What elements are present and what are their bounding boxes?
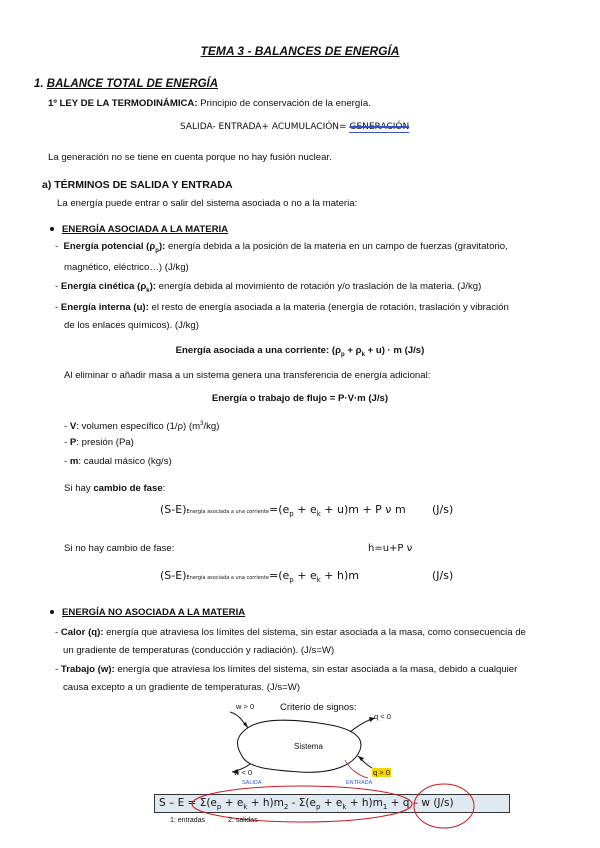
phase-change-line: Si hay cambio de fase: [64,483,166,494]
subsection-a-title: a) TÉRMINOS DE SALIDA Y ENTRADA [42,179,233,191]
phase-equation: (S-E)Energía asociada a una $corriente=(e_p + e_k + u)m + P$ ν m [160,503,406,519]
main-equation-struck: GENERACIÓN [349,122,410,132]
potential-text: energía debida a la posición de la materia en un campo de fuerzas (gravitatorio, [165,241,508,252]
kinetic-text: energía debida al movimiento de rotación y/o traslación de la materia. (J/kg) [156,281,482,292]
work-line2: causa excepto a un gradiente de temperaturas. (J/s=W) [63,682,301,693]
def-mass-flow: - m: caudal másico (kg/s) [64,456,172,467]
first-law-line [48,97,371,110]
no-phase-equation: (S-E)Energía asociada a una $corriente=(e_p + e_k + h)m$ [160,569,359,585]
page-title: TEMA 3 - BALANCES DE ENERGÍA [200,44,400,58]
internal-energy-line: - Energía interna (u): el resto de energía asociada a la materia (energía de rotación, traslación y vibración [55,302,509,313]
phase-equation-units: (J/s) [432,503,454,516]
non-associated-heading [50,606,245,619]
label-entrada: ENTRADA [346,780,373,786]
section-number: 1. [34,78,44,90]
sign-criteria-diagram [150,698,460,794]
first-law-label: 1º LEY DE LA TERMODINÁMICA: [48,98,198,109]
label-q-negative: q < 0 [374,712,391,721]
work-line: - Trabajo (w): energía que atraviesa los límites del sistema, sin estar asociada a la masa, debido a cualquier [55,664,518,675]
label-salida: SALIDA [242,780,262,786]
section-heading [34,78,218,90]
red-circle-annotations [190,782,480,832]
internal-label: Energía interna (u): [60,302,149,313]
def-volume: - V: volumen específico (1/ρ) $(m^3/kg)$ [64,421,220,433]
arrow-head [358,756,364,761]
balance-note-inputs: 1: entradas [170,817,206,824]
heat-line: - Calor (q): energía que atraviesa los límites del sistema, sin estar asociada a la masa, como consecuencia de [55,627,526,638]
bullet-icon [50,610,54,614]
main-equation-lhs: SALIDA- ENTRADA+ ACUMULACIÓN= [180,122,347,132]
associated-heading-text: ENERGÍA ASOCIADA A LA MATERIA [62,224,229,235]
diagram-system-label: Sistema [294,742,323,751]
internal-text: el resto de energía asociada a la materia (energía de rotación, traslación y vibración [148,302,509,313]
adding-mass-text: Al eliminar o añadir masa a un sistema genera una transferencia de energía adicional: [64,370,431,381]
energy-balance-equation: $S - E = \Sigma(e_p + e_k + h)m_2 - \Sigma(e_p + e_k + h)m_1 + q - w$ (J/s) [154,794,510,813]
flow-work-formula: Energía o trabajo de flujo = P·V·m (J/s) [211,393,389,404]
potential-energy-line2: magnético, eléctrico…) (J/kg) [64,262,189,273]
red-ellipse-terms [192,786,412,822]
kinetic-energy-line: - Energía cinética $(\rho_k)$: energía debida al movimiento de rotación y/o traslación de la materia. (J/kg) [55,281,482,294]
main-equation [180,122,409,132]
associated-heading [50,223,228,236]
no-phase-equation-units: (J/s) [432,569,454,582]
non-associated-heading-text: ENERGÍA NO ASOCIADA A LA MATERIA [62,607,246,618]
label-w-negative: w < 0 [234,768,253,777]
def-pressure: - P: presión (Pa) [64,437,134,448]
generation-note: La generación no se tiene en cuenta porque no hay fusión nuclear. [48,152,332,163]
current-energy-formula: Energía asociada a una corriente: $(\rho_p + \rho_k + u) \cdot m$ (J/s) [175,345,425,358]
diagram-title: Criterio de signos: [280,702,357,713]
kinetic-label: Energía cinética $(\rho_k)$: [60,281,156,294]
balance-note-outputs: 2: salidas [228,817,258,824]
no-phase-change-line: Si no hay cambio de fase: [64,543,175,554]
first-law-text: Principio de conservación de la energía. [197,98,371,109]
subsection-a-intro: La energía puede entrar o salir del sistema asociada o no a la materia: [57,198,358,209]
enthalpy-definition: h=u+P ν [368,543,413,554]
section-title: BALANCE TOTAL DE ENERGÍA [46,78,219,90]
potential-energy-line: - Energía potencial $(\rho_p)$: energía debida a la posición de la materia en un campo de fuerzas (gravitatorio, [55,241,508,254]
red-ellipse-qw [414,784,474,828]
label-w-positive: w > 0 [236,702,255,711]
heat-line2: un gradiente de temperaturas (conducción y radiación). (J/s=W) [63,645,335,656]
internal-energy-line2: de los enlaces químicos). (J/kg) [64,320,199,331]
label-q-positive: q > 0 [373,768,390,777]
potential-label: Energía potencial $(\rho_p)$: [63,241,166,254]
bullet-icon [50,227,54,231]
